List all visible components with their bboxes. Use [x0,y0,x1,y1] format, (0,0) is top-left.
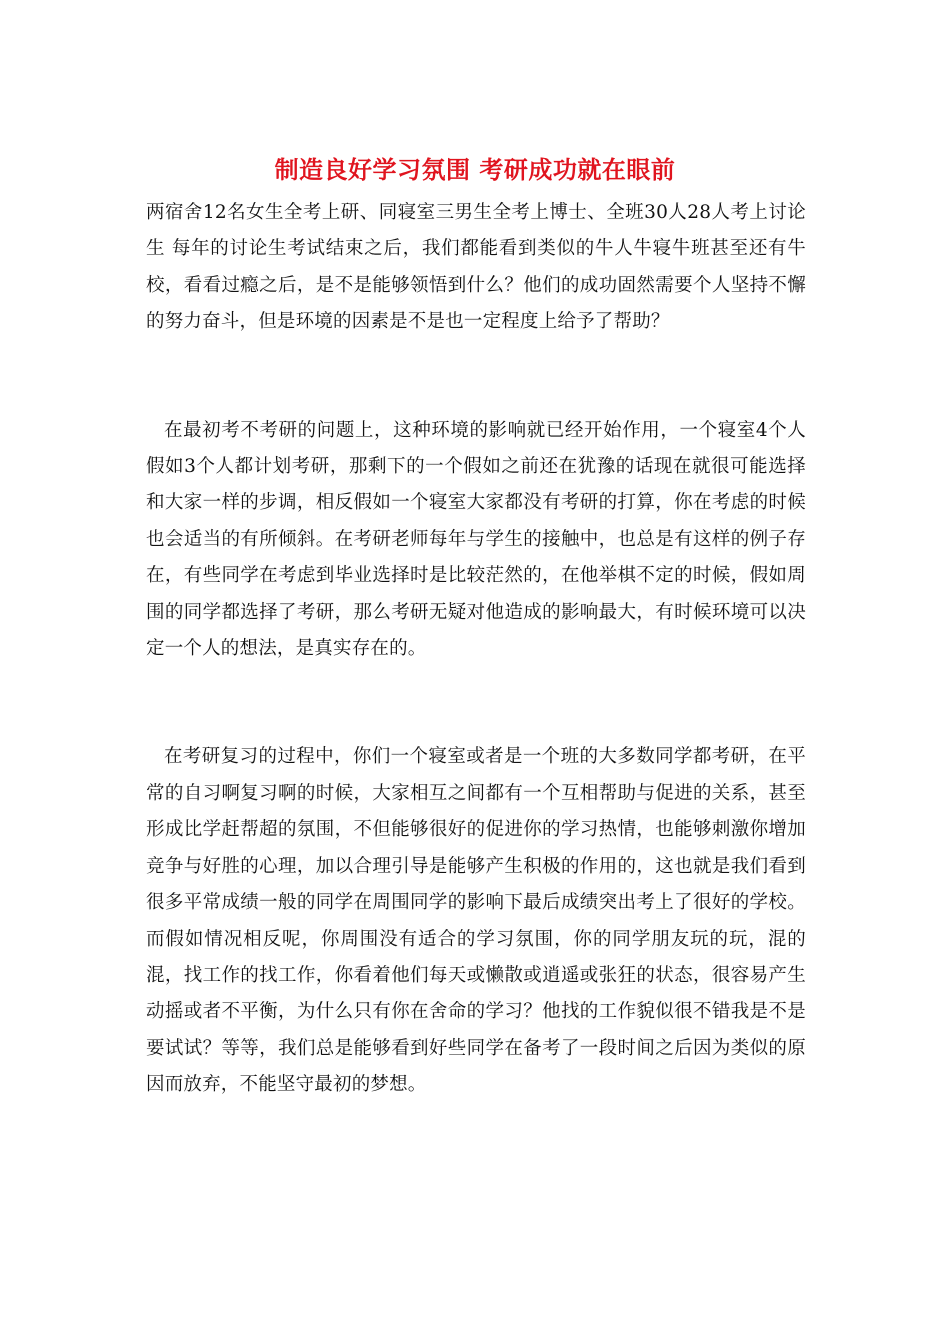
paragraph-spacer [146,667,806,739]
document-title: 制造良好学习氛围 考研成功就在眼前 [274,155,676,184]
paragraph-review: 在考研复习的过程中，你们一个寝室或者是一个班的大多数同学都考研，在平常的自习啊复习啊的时候，大家相互之间都有一个互相帮助与促进的关系，甚至形成比学赶帮超的氛围，不但能够很好的促进你的学习热情，也能够刺激你增加竞争与好胜的心理，加以合理引导是能够产生积极的作用的，这也就是我们看到很多平常成绩一般的同学在周围同学的影响下最后成绩突出考上了很好的学校。而假如情况相反呢，你周围没有适合的学习氛围，你的同学朋友玩的玩，混的混，找工作的找工作，你看着他们每天或懒散或逍遥或张狂的状态，很容易产生动摇或者不平衡，为什么只有你在舍命的学习？他找的工作貌似很不错我是不是要试试？等等，我们总是能够看到好些同学在备考了一段时间之后因为类似的原因而放弃，不能坚守最初的梦想。 [146,746,806,1096]
document-body [146,195,806,1104]
paragraph-spacer [146,341,806,413]
paragraph-intro: 两宿舍12名女生全考上研、同寝室三男生全考上博士、全班30人28人考上讨论生 每年的讨论生考试结束之后，我们都能看到类似的牛人牛寝牛班甚至还有牛校，看看过瘾之后，是不是能够领悟到什么？他们的成功固然需要个人坚持不懈的努力奋斗，但是环境的因素是不是也一定程度上给予了帮助？ [146,202,806,333]
paragraph-decision: 在最初考不考研的问题上，这种环境的影响就已经开始作用，一个寝室4个人假如3个人都计划考研，那剩下的一个假如之前还在犹豫的话现在就很可能选择和大家一样的步调，相反假如一个寝室大家都没有考研的打算，你在考虑的时候也会适当的有所倾斜。在考研老师每年与学生的接触中，也总是有这样的例子存在，有些同学在考虑到毕业选择时是比较茫然的，在他举棋不定的时候，假如周围的同学都选择了考研，那么考研无疑对他造成的影响最大，有时候环境可以决定一个人的想法，是真实存在的。 [146,419,806,660]
